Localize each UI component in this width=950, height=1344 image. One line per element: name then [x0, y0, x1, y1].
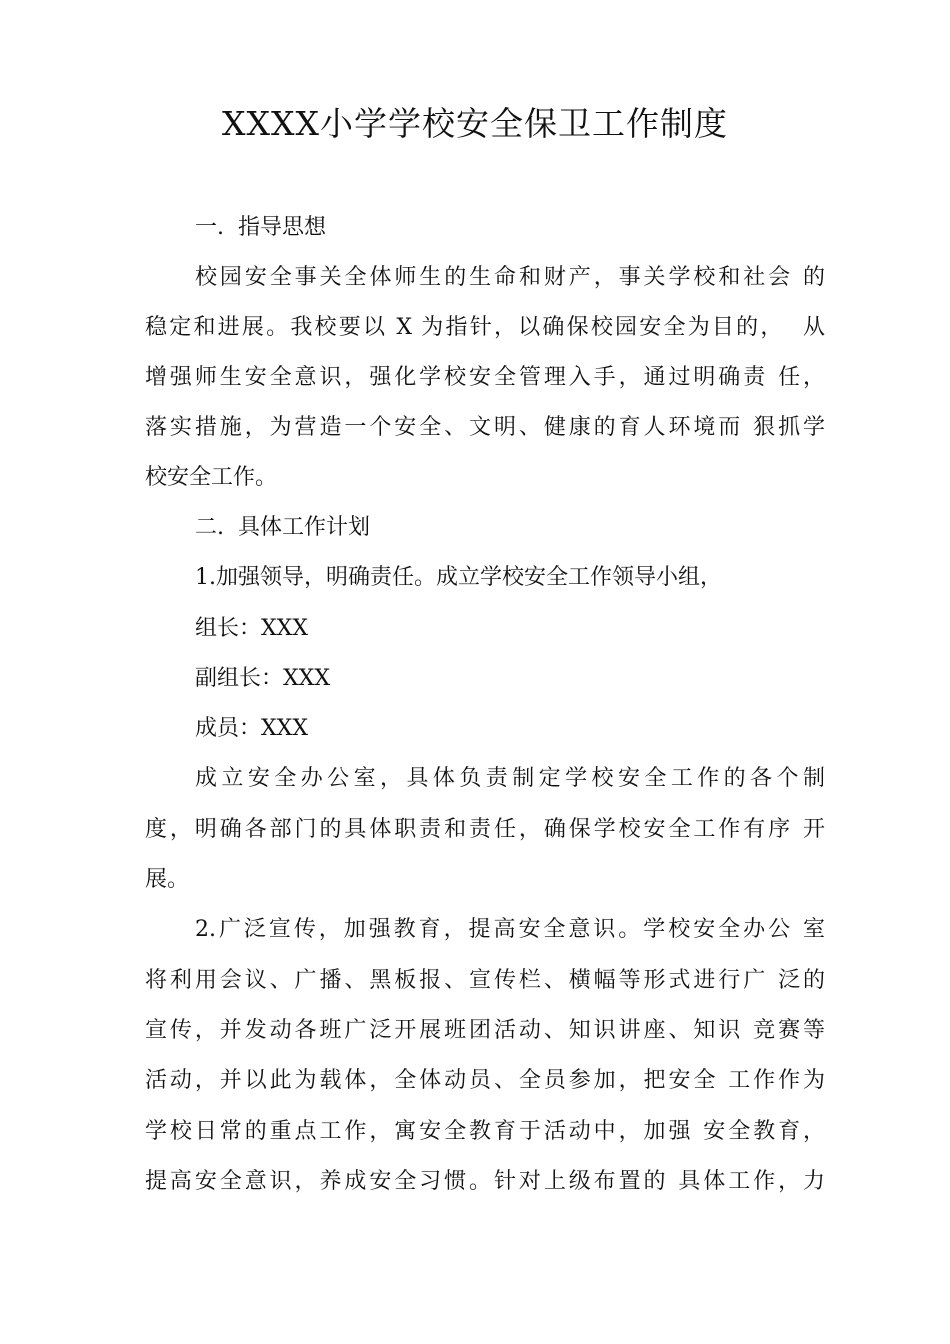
paragraph-line: 度，明确各部门的具体职责和责任，确保学校安全工作有序 开 [145, 817, 825, 842]
document-title: XXXX小学学校安全保卫工作制度 [222, 104, 728, 143]
deputy-leader-line: 副组长：XXX [195, 666, 330, 691]
section-heading-guiding-ideology: 一. 指导思想 [195, 215, 326, 240]
paragraph-line: 提高安全意识，养成安全习惯。针对上级布置的 具体工作，力 [145, 1169, 825, 1194]
paragraph-line: 落实措施，为营造一个安全、文明、健康的育人环境而 狠抓学 [145, 415, 825, 440]
paragraph-line: 校安全工作。 [145, 465, 278, 490]
paragraph-line: 宣传，并发动各班广泛开展班团活动、知识讲座、知识 竞赛等 [145, 1018, 825, 1043]
paragraph-line: 稳定和进展。我校要以 X 为指针，以确保校园安全为目的， 从 [145, 315, 825, 340]
team-leader-line: 组长：XXX [195, 616, 308, 641]
paragraph-line: 学校日常的重点工作，寓安全教育于活动中，加强 安全教育， [145, 1119, 825, 1144]
paragraph-line: 成立安全办公室，具体负责制定学校安全工作的各个制 [195, 766, 825, 791]
members-line: 成员：XXX [195, 716, 308, 741]
paragraph-line: 将利用会议、广播、黑板报、宣传栏、横幅等形式进行广 泛的 [145, 968, 825, 993]
section-heading-work-plan: 二. 具体工作计划 [195, 515, 370, 540]
paragraph-line: 活动，并以此为载体，全体动员、全员参加，把安全 工作作为 [145, 1068, 825, 1093]
paragraph-line: 校园安全事关全体师生的生命和财产，事关学校和社会 的 [195, 265, 825, 290]
paragraph-line: 2.广泛宣传，加强教育，提高安全意识。学校安全办公 室 [195, 917, 825, 942]
paragraph-line: 1.加强领导，明确责任。成立学校安全工作领导小组， [195, 565, 722, 590]
paragraph-line: 增强师生安全意识，强化学校安全管理入手，通过明确责 任， [145, 365, 825, 390]
paragraph-line: 展。 [145, 867, 190, 892]
